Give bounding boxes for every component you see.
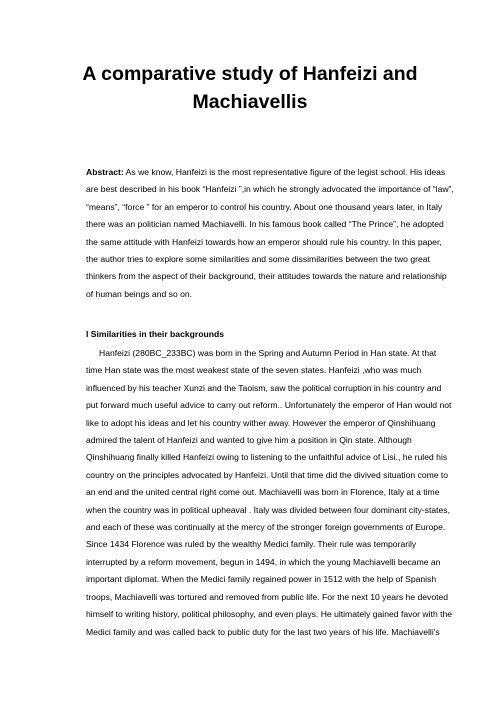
paper-title: A comparative study of Hanfeizi and Machiavellis <box>82 63 418 113</box>
abstract-paragraph <box>86 164 454 303</box>
abstract-label: Abstract: <box>86 167 124 177</box>
abstract-text: As we know, Hanfeizi is the most representative figure of the legist school. His ideas are best described in his book “Hanfeizi ”,in which he strongly advocated the importance of “law”, “means”, “force ” for an emperor to control his country. About one thousand years later, in Italy there was an politician named Machiavelli. In his famous book called “The Prince”, he adopted the same attitude with Hanfeizi towards how an emperor should rule his country. In this paper, the author tries to explore some similarities and some dissimilarities between the two great thinkers from the aspect of their background, their attitudes towards the nature and relationship of human beings and so on. <box>86 167 454 299</box>
section-body-paragraph: Hanfeizi (280BC_233BC) was born in the Spring and Autumn Period in Han state. At that time Han state was the most weakest state of the seven states. Hanfeizi ,who was much influenced by his teacher Xunzi and the Taoism, saw the political corruption in his country and put forward much useful advice to carry out reform.. Unfortunately the emperor of Han would not like to adopt his ideas and let his country wither away. However the emperor of Qinshihuang admired the talent of Hanfeizi and wanted to give him a position in Qin state. Although Qinshihuang finally killed Hanfeizi owing to listening to the unfaithful advice of Lisi., he ruled his country on the principles advocated by Hanfeizi. Until that time did the divived situation come to an end and the united central right come out. Machiavelli was born in Florence, Italy at a time when the country was in political upheaval . Italy was divided between four dominant city-states, and each of these was continually at the mercy of the stronger foreign governments of Europe. Since 1434 Florence was ruled by the wealthy Medici family. Their rule was temporarily interrupted by a reform movement, begun in 1494, in which the young Machiavelli became an important diplomat. When the Medici family regained power in 1512 with the help of Spanish troops, Machiavelli was tortured and removed from public life. For the next 10 years he devoted himself to writing history, political philosophy, and even plays. He ultimately gained favor with the Medici family and was called back to public duty for the last two years of his life. Machiavelli's <box>86 348 453 637</box>
section-heading: I Similarities in their backgrounds <box>86 329 225 339</box>
